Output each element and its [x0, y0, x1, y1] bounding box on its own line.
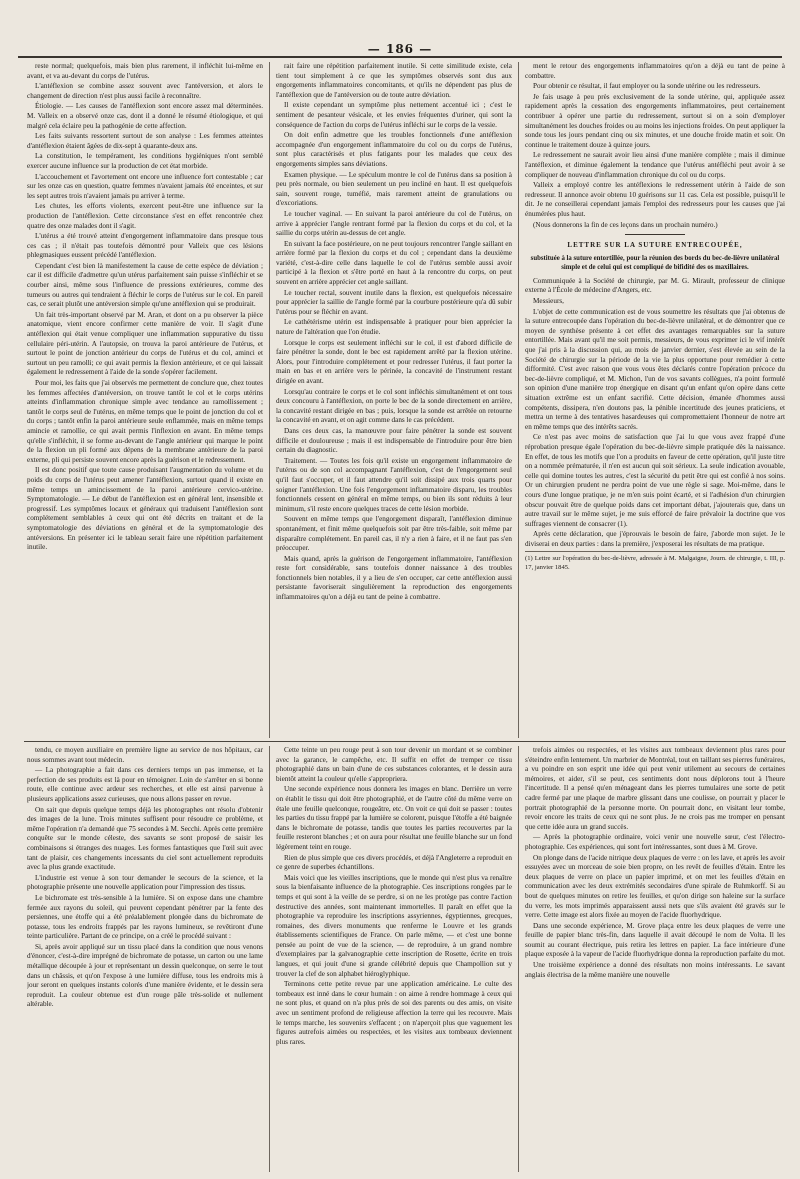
paragraph: ment le retour des engorgements inflammatoires qu'on a déjà eu tant de peine à combattre.	[525, 62, 785, 80]
paragraph: Les chutes, les efforts violents, exercent peut-être une influence sur la production de l'antéflexion. Cette circonstance s'est en effet rencontrée chez quatre des onze malades dont il s'agit.	[27, 202, 263, 230]
footnote: (1) Lettre sur l'opération du bec-de-lièvre, adressée à M. Malgaigne, Journ. de chirurgie, t. III, p. 17, janvier 1845.	[525, 551, 785, 573]
paragraph: On plonge dans de l'acide nitrique deux plaques de verre : on les lave, et après les avoir essuyées avec un morceau de soie bien propre, on les revêt de feuilles d'étain. Entre les deux plaques de verre on place un papier imprimé, et on met les feuilles d'étain en communication avec les deux extrémités secondaires d'une spirale de Ruhmkorff. Si au bout de quelques minutes on retire les feuilles, et qu'on dirige son haleine sur la surface du verre, les mots imprimés apparaissent aussi nets que s'ils avaient été gravés sur le verre. Cette image est alors fixée au moyen de l'acide fluorhydrique.	[525, 853, 785, 920]
paragraph: Examen physique. — Le spéculum montre le col de l'utérus dans sa position à peu près normale, ou bien seulement un peu incliné en haut. Il est quelquefois sain, souvent rouge, tuméfié, mais rarement atteint de granulations ou d'excoriations.	[276, 170, 512, 208]
paragraph: Cette teinte un peu rouge peut à son tour devenir un mordant et se combiner avec la garance, le campêche, etc. Il suffit en effet de tremper ce tissu photographié dans un bain d'une de ces substances colorantes, et le dessin aura bientôt atteint la couleur qu'elle s'appropriera.	[276, 746, 512, 783]
paragraph: (Nous donnerons la fin de ces leçons dans un prochain numéro.)	[533, 220, 718, 229]
column-divider	[518, 746, 519, 1172]
lower-column-1	[27, 746, 263, 1172]
paragraph: Une troisième expérience a donné des résultats non moins intéressants. Le savant anglais électrisa de la même manière une nouvelle	[525, 961, 785, 979]
paragraph: L'utérus a été trouvé atteint d'engorgement inflammatoire dans presque tous ces cas ; il n'était pas toutefois démontré pour Valleix que ces lésions phlegmasiques eussent précédé l'antéflexion.	[27, 232, 263, 260]
paragraph: Pour obtenir ce résultat, il faut employer ou la sonde utérine ou les redresseurs.	[533, 82, 761, 91]
paragraph: tendu, ce moyen auxiliaire en première ligne au service de nos hôpitaux, car nous sommes avant tout médecin.	[27, 746, 263, 764]
paragraph: Les faits suivants ressortent surtout de son analyse : Les femmes atteintes d'antéflexion étaient âgées de dix-sept à quarante-deux ans.	[27, 132, 263, 150]
paragraph: L'objet de cette communication est de vous soumettre les résultats que j'ai obtenus de la suture entrecoupée dans l'opération du bec-de-lièvre unilatéral, et de démontrer que ce moyen de synthèse présente à cet effet des avantages remarquables sur la suture entortillée. Mais avant qu'il me soit permis, messieurs, de vous exprimer ici le vif intérêt que j'ai pris à la discussion qui, au mois de janvier dernier, s'est élevée au sein de la Société de chirurgie sur la période de la vie la plus opportune pour remédier à cette difformité. C'est avec raison que vous vous êtes déclarés contre l'opération précoce du bec-de-lièvre compliqué, et M. Michon, l'un de vos savants collègues, n'a point formulé son opinion d'une manière trop énergique en disant qu'un enfant qu'on opère dans cette situation extrême est un enfant sacrifié. Cette décision, émanée d'hommes aussi compétents, dissipera, n'en doutons pas, la pénible incertitude des jeunes praticiens, et mettra un terme à des tentatives hasardeuses qui compromettaient l'honneur de notre art en même temps que des intérêts sacrés.	[525, 307, 785, 431]
paragraph: Le toucher vaginal. — En suivant la paroi antérieure du col de l'utérus, on arrive à apprécier l'angle rentrant formé par la flexion du corps et du col, et la saillie du corps utérin au-dessus de cet angle.	[276, 209, 512, 238]
paragraph: Souvent en même temps que l'engorgement disparaît, l'antéflexion diminue spontanément, et finit même quelquefois soit par être très-faible, soit même par disparaître complétement. En pareil cas, il n'y a rien à faire, et il ne faut pas s'en préoccuper.	[276, 515, 512, 553]
column-divider	[269, 746, 270, 1172]
paragraph: Si, après avoir appliqué sur un tissu placé dans la condition que nous venons d'énoncer, c'est-à-dire imprégné de bichromate de potasse, un carton ou une lame métallique découpée à jour et représentant un dessin quelconque, on serre le tout dans un châssis, et qu'on l'expose à une lumière diffuse, tous les endroits mis à jour seront en quelques instants colorés d'une manière évidente, et le dessin sera reproduit. La couleur obtenue est d'un rouge pâle très-solide et nullement altérable.	[27, 942, 263, 1009]
section-subtitle: substituée à la suture entortillée, pour la réunion des bords du bec-de-lièvre unilatéral simple et de celui qui est compliqué de bifidité des os maxillaires.	[530, 254, 780, 272]
paragraph: rait faire une répétition parfaitement inutile. Si cette similitude existe, cela tient tout simplement à ce que les symptômes observés sont dus aux engorgements inflammatoires concomitants, et qu'ils ne dépendent pas plus de l'antéflexion que de l'antéversion ou de toute autre déviation.	[276, 62, 512, 99]
header-rule	[18, 56, 782, 58]
paragraph: L'accouchement et l'avortement ont encore une influence fort contestable ; car sur les onze cas en question, quatre femmes n'avaient jamais été enceintes, et sur les sept autres trois n'avaient jamais pu arriver à terme.	[27, 172, 263, 200]
paragraph: Terminons cette petite revue par une application américaine. Le culte des tombeaux est inné dans le cœur humain : on aime à rendre hommage à ceux qui ne sont plus, et quand on n'a plus près de soi des parents ou des amis, on visite avec un sentiment profond de religieuse affection la terre qui les recouvre. Mais le temps marche, les souvenirs s'effacent ; on n'aperçoit plus que vaguement les figures autrefois aimées ou respectées, et les visites aux tombeaux deviennent plus rares.	[276, 980, 512, 1046]
paragraph: Je fais usage à peu près exclusivement de la sonde utérine, qui, appliquée assez rapidement après la cessation des engorgements inflammatoires, peut certainement contribuer à opérer une partie du redressement, surtout si on a soin d'employer simultanément les douches froides ou au moins les injections froides. On peut appliquer la sonde tous les jours pendant cinq ou six minutes, et une douche froide matin et soir. On continue le traitement douze à quinze jours.	[525, 92, 785, 149]
paragraph: — La photographie a fait dans ces derniers temps un pas immense, et la perfection de ses produits est là pour en témoigner. Loin de s'arrêter en si bonne route, elle continue avec ardeur ses recherches, et elle est ainsi parvenue à plusieurs applications assez curieuses, que nous allons passer en revue.	[27, 766, 263, 803]
paragraph: Le bichromate est très-sensible à la lumière. Si on expose dans une chambre fermée aux rayons du soleil, qui peuvent cependant pénétrer par la fente des persiennes, une étoffe qui a été préalablement plongée dans du bichromate de potasse, tous les endroits frappés par les rayons lumineux, se revêtiront d'une teinte particulière. Partant de ce principe, on a créé le procédé suivant :	[27, 893, 263, 941]
column-3	[525, 62, 785, 738]
paragraph: Lorsqu'au contraire le corps et le col sont infléchis simultanément et ont tous deux concouru à l'antéflexion, on porte le bec de la sonde directement en arrière, la concavité restant dirigée en bas ; puis, lorsque la sonde est arrêtée on retourne la concavité en avant, et on agit comme dans le cas précédent.	[276, 387, 512, 425]
paragraph: reste normal; quelquefois, mais bien plus rarement, il infléchit lui-même en avant, et va au-devant du corps de l'utérus.	[27, 62, 263, 80]
paragraph: Cependant c'est bien là manifestement la cause de cette espèce de déviation ; car il est difficile d'admettre qu'un utérus parfaitement sain puisse s'infléchir et se courber ainsi, même sous l'influence de pressions extérieures, comme des tumeurs ou autres qui tendraient à fléchir le corps de l'utérus sur le col. En pareil cas, ce serait plutôt une antéversion simple qu'une antéflexion qui se produirait.	[27, 261, 263, 309]
paragraph: Messieurs,	[533, 297, 564, 306]
paragraph: L'antéflexion se combine assez souvent avec l'antéversion, et alors le changement de direction n'est plus aussi facile à reconnaître.	[27, 82, 263, 100]
paragraph: Traitement. — Toutes les fois qu'il existe un engorgement inflammatoire de l'utérus ou de son col accompagnant l'antéflexion, c'est de l'engorgement seul qu'il faut s'occuper, et il faut attendre qu'il soit dissipé aux trois quarts pour soigner l'antéflexion. Une fois l'engorgement inflammatoire disparu, les troubles fonctionnels cessent en général en même temps, ou bien ils sont réduits à leur minimum, s'il reste encore quelques traces de cette lésion morbide.	[276, 456, 512, 513]
paragraph: Mais quand, après la guérison de l'engorgement inflammatoire, l'antéflexion reste fort considérable, sans toutefois donner naissance à des troubles fonctionnels bien notables, il y a lieu de s'en occuper, car cette antéflexion aussi persistante favoriserait singulièrement la reproduction des engorgements inflammatoires qu'on a déjà eu tant de peine à combattre.	[276, 554, 512, 602]
paragraph: Il existe cependant un symptôme plus nettement accentué ici ; c'est le sentiment de pesanteur vésicale, et les envies fréquentes d'uriner, qui sont la conséquence de l'action du corps de l'utérus infléchi sur le corps de la vessie.	[276, 101, 512, 129]
paragraph: La constitution, le tempérament, les conditions hygiéniques n'ont semblé exercer aucune influence sur la production de cet état morbide.	[27, 152, 263, 170]
paragraph: Le redressement ne saurait avoir lieu ainsi d'une manière complète ; mais il diminue l'antéflexion, et diminue également la tendance que l'utérus antéfléchi peut avoir à se compliquer de nouveau d'inflammation chronique du col ou du corps.	[525, 151, 785, 179]
column-2	[276, 62, 512, 738]
column-divider	[269, 62, 270, 738]
section-divider	[24, 741, 786, 742]
lower-column-3	[525, 746, 785, 1172]
section-title: LETTRE SUR LA SUTURE ENTRECOUPÉE,	[567, 241, 743, 250]
paragraph: On doit enfin admettre que les troubles fonctionnels d'une antéflexion accompagnée d'un engorgement inflammatoire du col ou du corps de l'utérus, sont plus caractérisés et plus fatigants pour les malades que ceux des engorgements simples sans déviations.	[276, 131, 512, 168]
paragraph: Dans ces deux cas, la manœuvre pour faire pénétrer la sonde est souvent difficile et douloureuse ; mais il est indispensable de l'introduire pour être bien certain du diagnostic.	[276, 426, 512, 455]
lower-column-2	[276, 746, 512, 1172]
paragraph: Pour moi, les faits que j'ai observés me permettent de conclure que, chez toutes les femmes affectées d'antéversion, on trouve tantôt le col et le corps utérins atteints d'inflammation chronique simple avec tendance au ramollissement ; tantôt le corps seul de l'utérus, en même temps que le point de jonction du col et du corps ; tantôt enfin la paroi antérieure seule enflammée, mais en même temps amincie et ramollie, ce qui avait permis l'inflexion en avant. En même temps qu'elle s'infléchit, il se forme au-devant de l'angle antérieur qui marque le point de la flexion un pli formé aux dépens de la membrane antérieure de la paroi externe, pli qui persiste souvent encore après la guérison et le redressement.	[27, 379, 263, 464]
section-rule	[625, 234, 685, 235]
paragraph: Valleix a employé contre les antéflexions le redressement utérin à l'aide de son redresseur. Il annonce avoir obtenu 10 guérisons sur 11 cas. Cela est possible, puisqu'il le dit. Je ne conseillerai cependant jamais l'emploi des redresseurs pour les causes que j'ai énumérées plus haut.	[525, 181, 785, 218]
paragraph: Rien de plus simple que ces divers procédés, et déjà l'Angleterre a reproduit en ce genre de superbes échantillons.	[276, 853, 512, 872]
paragraph: En suivant la face postérieure, on ne peut toujours rencontrer l'angle saillant en arrière formé par la flexion du corps et du col ; cependant dans la deuxième variété, c'est-à-dire celle dans laquelle le col de l'utérus semble aussi avoir participé à la flexion et s'être porté en haut à la rencontre du corps, on peut souvent en arrière apprécier cet angle saillant.	[276, 239, 512, 287]
paragraph: Communiquée à la Société de chirurgie, par M. G. Mirault, professeur de clinique externe à l'École de médecine d'Angers, etc.	[525, 276, 785, 295]
paragraph: Ce n'est pas avec moins de satisfaction que j'ai lu que vous avez frappé d'une réprobation presque égale l'opération du bec-de-lièvre simple pratiquée dès la naissance. En effet, de tous les motifs que l'on a produits en faveur de cette opération, qu'il juste titre on a nommée prématurée, il n'en est aucun qui soit sérieux. La seule indication avouable, celle qui domine toutes les autres, c'est la sécurité du petit être qui est confié à nos soins. Or un chirurgien prudent ne perdra point de vue une règle si sage. Moi-même, dans le cours d'une longue pratique, je ne m'en suis point écarté, et si l'adhésion d'un chirurgien obscur pouvait être de quelque poids dans cet important débat, j'ajouterais que, dans un autre travail sur le même sujet, je me suis efforcé de faire prévaloir la doctrine que vos suffrages viennent de consacrer (1).	[525, 433, 785, 528]
paragraph: Après cette déclaration, que j'éprouvais le besoin de faire, j'aborde mon sujet. Je le diviserai en deux parties : dans la première, j'exposerai les résultats de ma pratique.	[525, 530, 785, 548]
column-divider	[518, 62, 519, 738]
paragraph: On sait que depuis quelque temps déjà les photographes ont résolu d'obtenir des images de la lune. Trois minutes suffisent pour résoudre ce problème, et même l'opération n'a demandé que 75 secondes à M. Secchi. Après cette première conquête sur le monde céleste, des savants se sont proposé de saisir les combinaisons si étranges des nuages. Les formes fantastiques que l'œil suit avec tant de plaisir, ces changements incessants du ciel sont actuellement reproduits avec la plus grande exactitude.	[27, 805, 263, 872]
paragraph: Le toucher rectal, souvent inutile dans la flexion, est quelquefois nécessaire pour apprécier la saillie de l'angle formé par la courbure postérieure qu'a dû subir l'utérus pour se fléchir en avant.	[276, 288, 512, 316]
page-number: — 186 —	[367, 42, 433, 56]
paragraph: — Après la photographie ordinaire, voici venir une nouvelle sœur, c'est l'électro-photographie. Ces expériences, qui sont fort intéressantes, sont dues à M. Grove.	[525, 833, 785, 851]
paragraph: Un fait très-important observé par M. Aran, et dont on a pu observer la pièce anatomique, vient encore confirmer cette manière de voir. Il s'agit d'une antéflexion qui était venue compliquer une inflammation suppurative du tissu cellulaire péri-utérin. A l'autopsie, on trouva la paroi antérieure de l'utérus, et surtout le point de jonction antérieur du corps de l'utérus et du col, aminci et surtout un peu ramolli; ce qui avait permis la flexion antérieure, et ce qui laissait également le redressement à l'aide de la sonde s'opérer facilement.	[27, 310, 263, 377]
paragraph: Une seconde expérience nous donnera les images en blanc. Derrière un verre on établit le tissu qui doit être photographié, et de l'autre côté du même verre on étale une feuille quelconque, rougeâtre, etc. On voit ce qui doit se passer : toutes les parties du tissu frappé par la lumière se colorent, puisque l'étoffe a été baignée dans le bichromate de potasse, tandis que toutes les parties recouvertes par la feuille resteront blanches ; et on aura pour résultat une feuille blanche sur un fond légèrement teint en rouge.	[276, 785, 512, 851]
paragraph: Dans une seconde expérience, M. Grove plaça entre les deux plaques de verre une feuille de papier blanc très-fin, dans laquelle il avait découpé le nom de Volta. Il les soumit au courant électrique, puis retira les lettres en papier. La face intérieure d'une plaque exposée à la vapeur de l'acide fluorhydrique donna la reproduction parfaite du mot.	[525, 921, 785, 959]
paragraph: Étiologie. — Les causes de l'antéflexion sont encore assez mal déterminées. M. Valleix en a observé onze cas, dont il a donné le résumé étiologique, et qui malgré cela éclaire peu la pathogénie de cette affection.	[27, 102, 263, 130]
paragraph: trefois aimées ou respectées, et les visites aux tombeaux deviennent plus rares pour s'éteindre enfin lentement. Un marbrier de Montréal, tout en taillant ses pierres funéraires, a vu poindre en son esprit une idée qui peut venir utilement au secours de certaines mémoires, et aider, s'il se peut, ces sentiments dont nous déplorons tout à l'heure l'incertitude. Il a pensé qu'en ménageant dans les pierres tumulaires une sorte de petit cadre fermé par une plaque de marbre glissant dans une coulisse, on pourrait y placer le portrait photographié de la personne morte. On pourrait donc, en visitant leur tombe, revoir encore les traits de ceux qui ne sont plus. Je ne crois pas me tromper en pensant que cette idée aura un grand succès.	[525, 746, 785, 831]
paragraph: Lorsque le corps est seulement infléchi sur le col, il est d'abord difficile de faire pénétrer la sonde, dont le bec est rapidement arrêté par la flexion utérine. Alors, pour l'introduire complétement et pour redresser l'utérus, il faut porter la main en bas et en arrière vers le périnée, la concavité de l'instrument restant dirigée en avant.	[276, 338, 512, 385]
column-1	[27, 62, 263, 738]
paragraph: L'industrie est venue à son tour demander le secours de la science, et la photographie présente une nouvelle application pour l'impression des tissus.	[27, 873, 263, 892]
paragraph: Mais voici que les vieilles inscriptions, que le monde qui n'est plus va renaître sous la bienfaisante influence de la photographie. Ces inscriptions rongées par le temps et qui sont à la veille de se perdre, si on ne les protège pas contre l'action destructive des années, sont maintenant immortelles. Il paraît en effet que la photographie va reproduire les inscriptions assyriennes, égyptiennes, grecques, romaines, des divers monuments que renferme le Louvre et les grands établissements scientifiques de France. On parle même, — et c'est une bonne pensée au point de vue de la science, — de reproduire, à un grand nombre d'exemplaires par la galvanographie cette inscription de Rosette, écrite en trois langues, et qui jouit d'une si grande célébrité depuis que Champollion sut y trouver la clef de son alphabet hiéroglyphique.	[276, 873, 512, 978]
paragraph: Le cathétérisme utérin est indispensable à pratiquer pour bien apprécier la nature de l'altération que l'on étudie.	[276, 318, 512, 337]
paragraph: Il est donc positif que toute cause produisant l'augmentation du volume et du poids du corps de l'utérus peut amener l'antéflexion, surtout quand il existe en même temps un amincissement de la paroi antérieure cervico-utérine. Symptomatologie. — Le début de l'antéflexion est en général lent, insensible et progressif. Les symptômes locaux et généraux qui traduisent l'antéflexion sont complétement semblables à ceux qui ont été décrits en traitant et de la symptomatologie des déviations en général et de la symptomatologie des antéversions. En présenter ici le tableau serait faire une répétition parfaitement inutile.	[27, 466, 263, 552]
